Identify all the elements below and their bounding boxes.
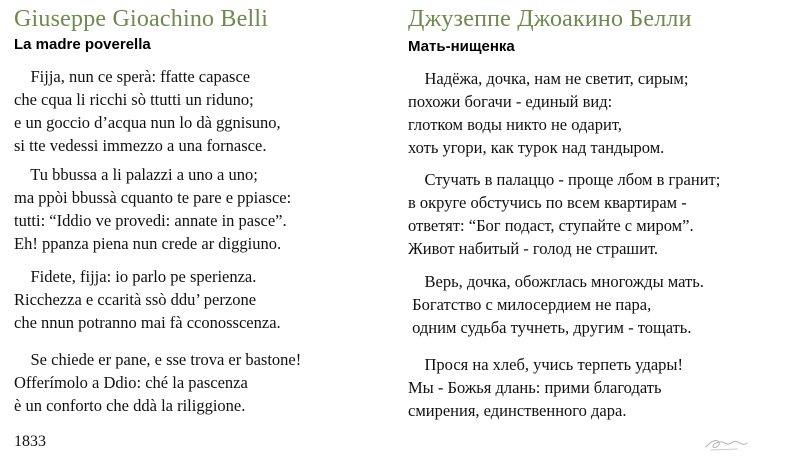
verse-line: Se chiede er pane, e sse trova er bastone! (14, 350, 302, 369)
year-label: 1833 (14, 433, 46, 450)
verse-line: похожи богачи - единый вид: (408, 92, 613, 111)
verse-line: Стучать в палаццо - проще лбом в гранит; (408, 170, 721, 189)
verse-line: Прося на хлеб, учись терпеть удары! (408, 355, 684, 374)
verse-line: Fijja, nun ce sperà: ffatte capasce (14, 67, 251, 86)
author-name-russian: Джузеппе Джоакино Белли (408, 6, 692, 32)
author-name-italian: Giuseppe Gioachino Belli (14, 6, 269, 32)
verse-line: tutti: “Iddio ve provedi: annate in pasce”. (14, 211, 287, 230)
verse-line: в округе обстучись по всем квартирам - (408, 193, 687, 212)
stanza-1-russian (408, 67, 688, 159)
handwritten-signature-icon (703, 432, 749, 459)
poem-title-russian: Мать-нищенка (408, 38, 515, 55)
stanza-2-russian (408, 168, 720, 260)
verse-line: Tu bbussa a li palazzi a uno a uno; (14, 165, 258, 184)
verse-line: Offerímolo a Ddio: ché la pascenza (14, 373, 248, 392)
verse-line: Надёжа, дочка, нам не светит, сирым; (408, 69, 689, 88)
verse-line: Богатство с милосердием не пара, (408, 295, 652, 314)
stanza-4-russian (408, 353, 683, 422)
verse-line: Верь, дочка, обожглась многожды мать. (408, 272, 704, 291)
verse-line: che cqua li ricchi sò ttutti un riduno; (14, 90, 254, 109)
stanza-1-italian (14, 65, 281, 157)
verse-line: смирения, единственного дара. (408, 401, 627, 420)
verse-line: che nnun potranno mai fà cconosscenza. (14, 313, 281, 332)
stanza-4-italian (14, 348, 301, 417)
stanza-3-russian (408, 270, 704, 339)
stanza-3-italian (14, 265, 281, 334)
verse-line: Eh! ppanza piena nun crede ar diggiuno. (14, 234, 282, 253)
verse-line: одним судьба тучнеть, другим - тощать. (408, 318, 692, 337)
verse-line: глотком воды никто не одарит, (408, 115, 622, 134)
verse-line: хоть угори, как турок над тандыром. (408, 138, 665, 157)
verse-line: ответят: “Бог подаст, ступайте с миром”. (408, 216, 694, 235)
verse-line: Fidete, fijja: io parlo pe sperienza. (14, 267, 257, 286)
verse-line: Ricchezza e ccarità ssò ddu’ perzone (14, 290, 257, 309)
stanza-2-italian (14, 163, 291, 255)
verse-line: Мы - Божья длань: прими благодать (408, 378, 662, 397)
verse-line: è un conforto che ddà la riliggione. (14, 396, 246, 415)
verse-line: Живот набитый - голод не страшит. (408, 239, 659, 258)
verse-line: e un goccio d’acqua nun lo dà ggnisuno, (14, 113, 281, 132)
verse-line: si tte vedessi immezzo a una fornasce. (14, 136, 267, 155)
poem-title-italian: La madre poverella (14, 36, 151, 53)
verse-line: ma ppòi bbussà cquanto te pare e ppiasce: (14, 188, 292, 207)
